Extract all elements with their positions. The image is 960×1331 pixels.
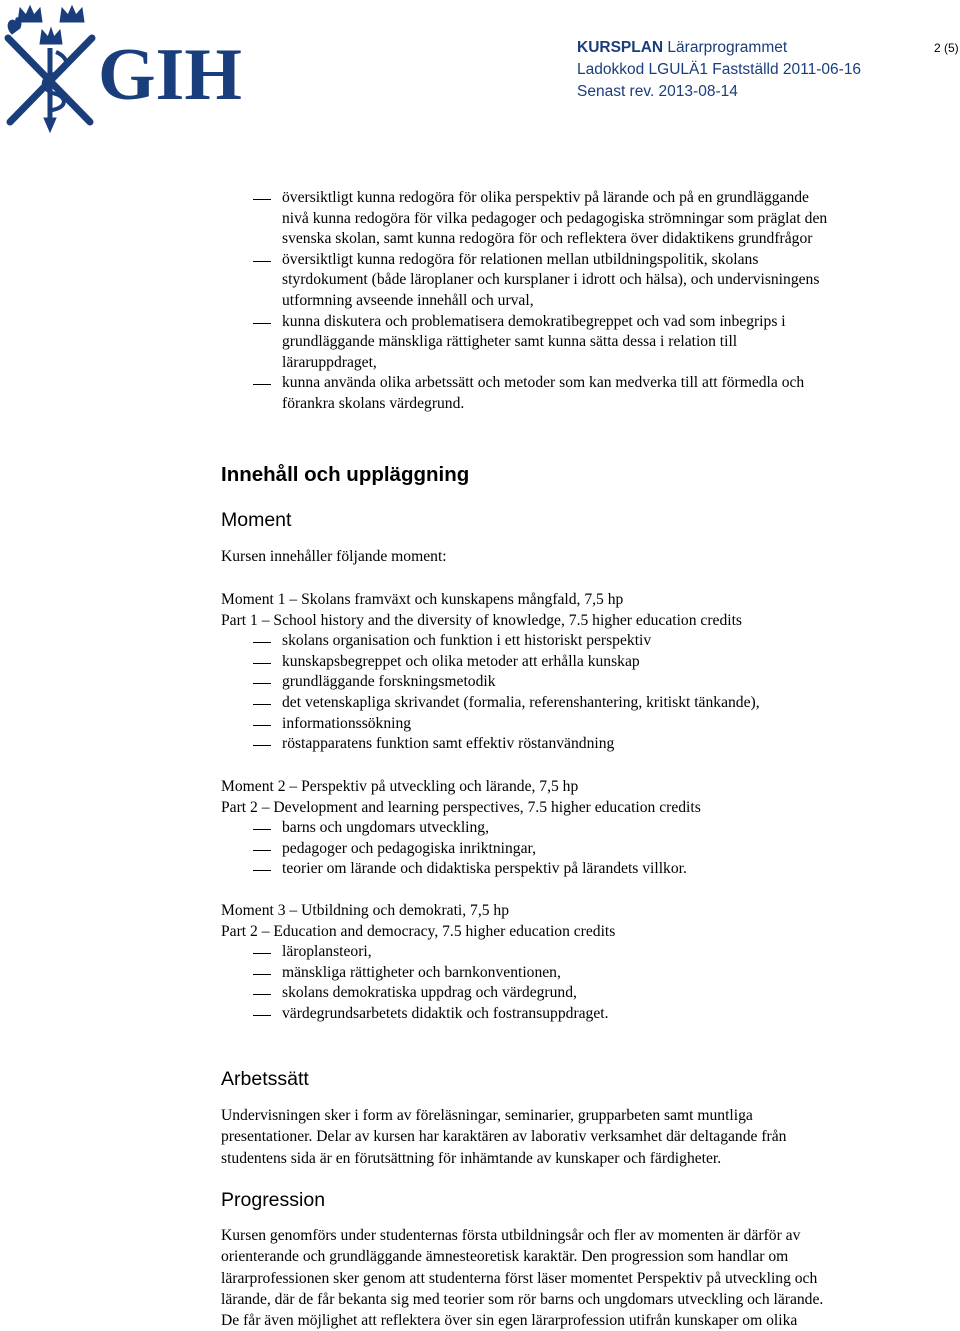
header-title: KURSPLAN Lärarprogrammet: [577, 39, 788, 56]
list-item-line: skolans organisation och funktion i ett historiskt perspektiv: [282, 632, 652, 650]
paragraph-line: Kursen genomförs under studenternas första utbildningsår och fler av momenten är därför av: [221, 1227, 801, 1244]
list-item: [221, 839, 931, 860]
moment-part-english: Part 1 – School history and the diversity of knowledge, 7.5 higher education credits: [221, 611, 742, 629]
paragraph-line: presentationer. Delar av kursen har karaktären av laborativ verksamhet där deltagande från: [221, 1128, 787, 1146]
moment-items: [221, 818, 931, 880]
page-number: 2 (5): [934, 41, 959, 55]
progression-text: [221, 1225, 931, 1331]
moment-block-1: [221, 590, 931, 755]
list-item: [221, 652, 931, 673]
moment-block-2: [221, 777, 931, 880]
paragraph-line: Undervisningen sker i form av föreläsningar, seminarier, grupparbeten samt muntliga: [221, 1107, 753, 1124]
list-item-line: grundläggande forskningsmetodik: [282, 673, 496, 691]
moment-heading: Moment: [221, 509, 292, 531]
list-item: [221, 188, 921, 250]
learning-outcomes-list: [221, 188, 921, 415]
list-item-line: svenska skolan, samt kunna redogöra för och reflektera över didaktikens grundfrågor: [282, 230, 813, 248]
list-item-line: läroplansteori,: [282, 943, 372, 961]
list-item: [221, 631, 931, 652]
moment-title: Moment 1 – Skolans framväxt och kunskapens mångfald, 7,5 hp: [221, 591, 624, 608]
list-item: [221, 672, 931, 693]
paragraph-line: De får även möjlighet att reflektera över sin egen lärarprofession utifrån kunskaper om olika: [221, 1312, 798, 1330]
svg-text:GIH: GIH: [98, 34, 242, 116]
list-item: [221, 693, 931, 714]
paragraph-line: lärande, där de får bekanta sig med teorier som rör barns och ungdomars utveckling och lärande.: [221, 1290, 824, 1308]
document-header: [577, 37, 861, 103]
gih-emblem-icon: [0, 0, 250, 135]
list-item: [221, 734, 931, 755]
list-item-line: styrdokument (både läroplaner och kursplaner i idrott och hälsa), och undervisningens: [282, 271, 820, 289]
list-item-line: barns och ungdomars utveckling,: [282, 819, 490, 837]
list-item-line: kunskapsbegreppet och olika metoder att erhålla kunskap: [282, 652, 640, 670]
list-item: [221, 714, 931, 735]
moment-title: Moment 3 – Utbildning och demokrati, 7,5 hp: [221, 902, 510, 919]
section-title: Innehåll och uppläggning: [221, 463, 470, 486]
list-item: [221, 942, 931, 963]
moment-items: [221, 942, 931, 1024]
header-revision: Senast rev. 2013-08-14: [577, 83, 738, 100]
moment-items: [221, 631, 931, 755]
list-item-line: värdegrundsarbetets didaktik och fostransuppdraget.: [282, 1004, 609, 1022]
list-item: [221, 818, 931, 839]
moment-block-3: [221, 901, 931, 1025]
moment-part-english: Part 2 – Education and democracy, 7.5 higher education credits: [221, 922, 616, 940]
header-ladokkod: Ladokkod LGULÄ1 Fastställd 2011-06-16: [577, 61, 862, 78]
moment-title: Moment 2 – Perspektiv på utveckling och lärande, 7,5 hp: [221, 778, 579, 795]
list-item: [221, 983, 931, 1004]
list-item-line: röstapparatens funktion samt effektiv röstanvändning: [282, 735, 615, 753]
list-item-line: kunna använda olika arbetssätt och metoder som kan medverka till att förmedla och: [282, 374, 805, 392]
list-item-line: förankra skolans värdegrund.: [282, 394, 465, 412]
list-item-line: informationssökning: [282, 714, 412, 732]
list-item-line: pedagoger och pedagogiska inriktningar,: [282, 839, 536, 857]
list-item: [221, 312, 921, 374]
list-item-line: mänskliga rättigheter och barnkonventionen,: [282, 963, 561, 981]
list-item: [221, 373, 921, 414]
progression-heading: Progression: [221, 1189, 326, 1211]
paragraph-line: orienterande och grundläggande ämnesteoretisk karaktär. Den progression som handlar om: [221, 1248, 789, 1266]
paragraph-line: lärarprofessionen sker genom att studenterna först läser momentet Perspektiv på utveckling och: [221, 1269, 818, 1287]
list-item: [221, 250, 921, 312]
list-item-line: nivå kunna redogöra för vilka pedagoger och pedagogiska strömningar som präglat den: [282, 209, 828, 227]
list-item-line: kunna diskutera och problematisera demokratibegreppet och vad som inbegrips i: [282, 312, 786, 330]
list-item-line: grundläggande mänskliga rättigheter samt kunna sätta dessa i relation till: [282, 333, 738, 351]
moment-part-english: Part 2 – Development and learning perspectives, 7.5 higher education credits: [221, 798, 701, 816]
list-item-line: läraruppdraget,: [282, 353, 377, 371]
paragraph-line: studentens sida är en förutsättning för inhämtande av kunskaper och färdigheter.: [221, 1149, 722, 1167]
list-item-line: teorier om lärande och didaktiska perspektiv på lärandets villkor.: [282, 860, 687, 878]
list-item-line: det vetenskapliga skrivandet (formalia, referenshantering, kritiskt tänkande),: [282, 693, 760, 711]
moment-intro: Kursen innehåller följande moment:: [221, 548, 447, 565]
gih-logo: [0, 0, 250, 135]
list-item-line: översiktligt kunna redogöra för olika perspektiv på lärande och på en grundläggande: [282, 189, 809, 206]
arbetssatt-text: [221, 1105, 931, 1169]
list-item: [221, 1004, 931, 1025]
arbetssatt-heading: Arbetssätt: [221, 1068, 309, 1090]
list-item-line: utformning avseende innehåll och urval,: [282, 291, 534, 309]
list-item: [221, 963, 931, 984]
list-item: [221, 859, 931, 880]
list-item-line: skolans demokratiska uppdrag och värdegrund,: [282, 984, 577, 1002]
list-item-line: översiktligt kunna redogöra för relationen mellan utbildningspolitik, skolans: [282, 250, 759, 268]
